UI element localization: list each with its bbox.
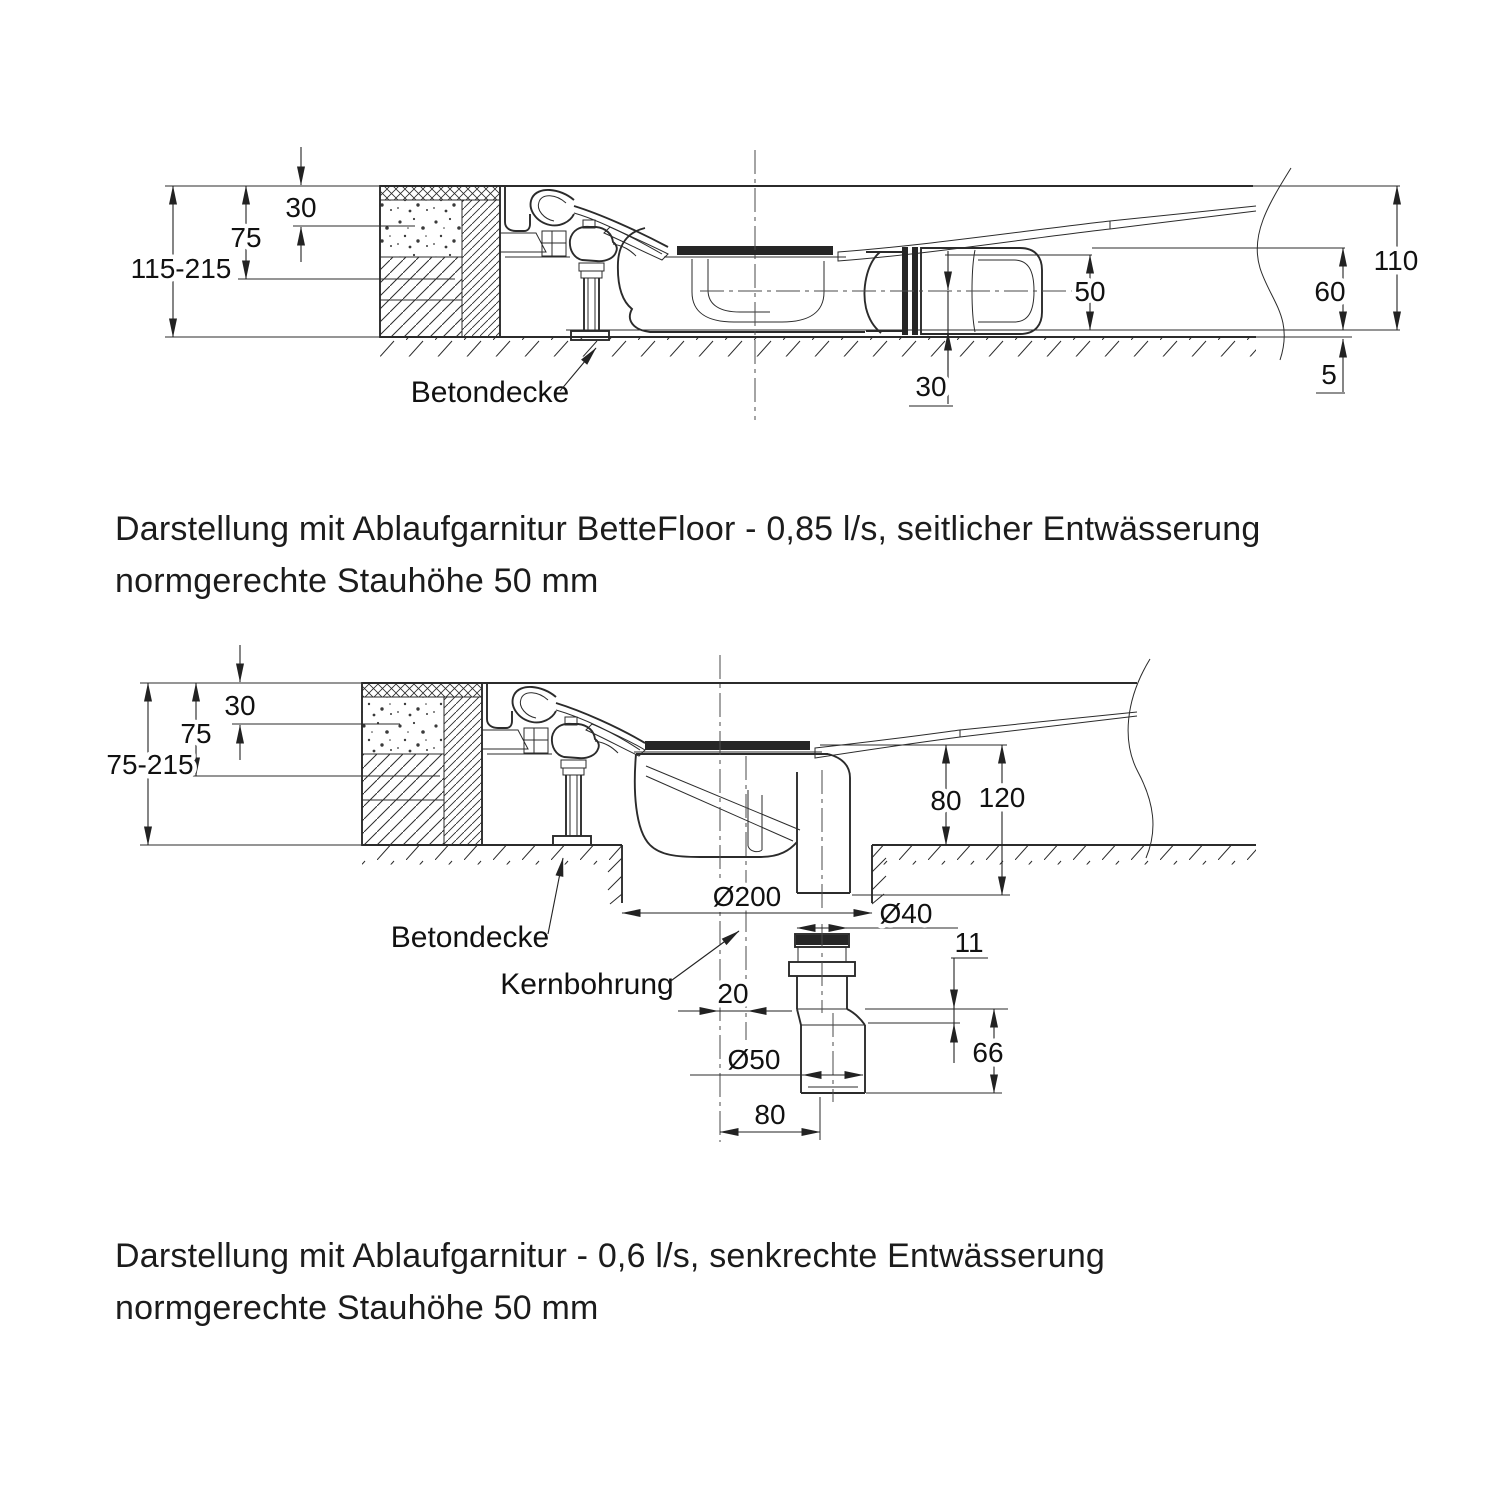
dim2-core-200: Ø200 [712, 881, 782, 912]
dimensions-right [909, 186, 1418, 406]
betondecke-label-1: Betondecke [410, 376, 570, 409]
dim-60: 60 [1314, 276, 1346, 307]
adjustable-foot-2 [553, 760, 591, 845]
betondecke-callout-1 [411, 348, 596, 409]
dim2-66: 66 [972, 1037, 1004, 1068]
edge-profile-assembly-2 [482, 683, 618, 845]
kernbohrung-label: Kernbohrung [500, 968, 674, 1001]
dim2-axis-80: 80 [754, 1099, 786, 1130]
caption-first-line1: Darstellung mit Ablaufgarnitur BetteFloor - 0,85 l/s, seitlicher Entwässerung [115, 510, 1261, 548]
caption-first-line2: normgerechte Stauhöhe 50 mm [115, 562, 599, 600]
dim-5-gap: 5 [1321, 359, 1337, 390]
dim2-step-11: 11 [954, 927, 984, 958]
caption-second-line1: Darstellung mit Ablaufgarnitur - 0,6 l/s, senkrechte Entwässerung [115, 1237, 1106, 1275]
wall-section-2 [362, 683, 482, 845]
dim2-offset-20: 20 [717, 978, 749, 1009]
break-line [1257, 168, 1291, 360]
dim-30-axis: 30 [915, 371, 947, 402]
caption-second [115, 1230, 1445, 1334]
caption-first [115, 503, 1445, 607]
dim2-75-215: 75-215 [106, 749, 194, 780]
dim2-75-mortar: 75 [180, 718, 212, 749]
edge-profile-assembly [500, 186, 636, 340]
floor-slab-2 [140, 845, 1256, 904]
break-line-2 [1128, 659, 1153, 858]
dim-30-tile: 30 [285, 192, 317, 223]
dim-75-mortar: 75 [230, 222, 262, 253]
drain-grate-2 [645, 741, 810, 750]
floor-slab [165, 330, 1400, 357]
caption-second-line2: normgerechte Stauhöhe 50 mm [115, 1289, 599, 1327]
dim2-120-depth: 120 [978, 782, 1026, 813]
dim2-80-depth: 80 [930, 785, 962, 816]
dim2-30-tile: 30 [224, 690, 256, 721]
drain-body [618, 228, 865, 332]
dim-50-stau: 50 [1074, 276, 1106, 307]
betondecke-label-2: Betondecke [390, 921, 550, 954]
shower-tray-surface-2 [556, 659, 1153, 858]
diagram-vertical-drain [106, 645, 1256, 1142]
dim2-pipe-50: Ø50 [727, 1044, 781, 1075]
dim2-pipe-40: Ø40 [879, 898, 933, 929]
dim-115-215: 115-215 [130, 253, 232, 284]
wall-section [380, 186, 500, 337]
dim-110: 110 [1373, 245, 1419, 276]
betondecke-callout-2 [391, 858, 563, 954]
adjustable-foot [571, 263, 609, 340]
diagram-lateral-drain [131, 147, 1419, 420]
